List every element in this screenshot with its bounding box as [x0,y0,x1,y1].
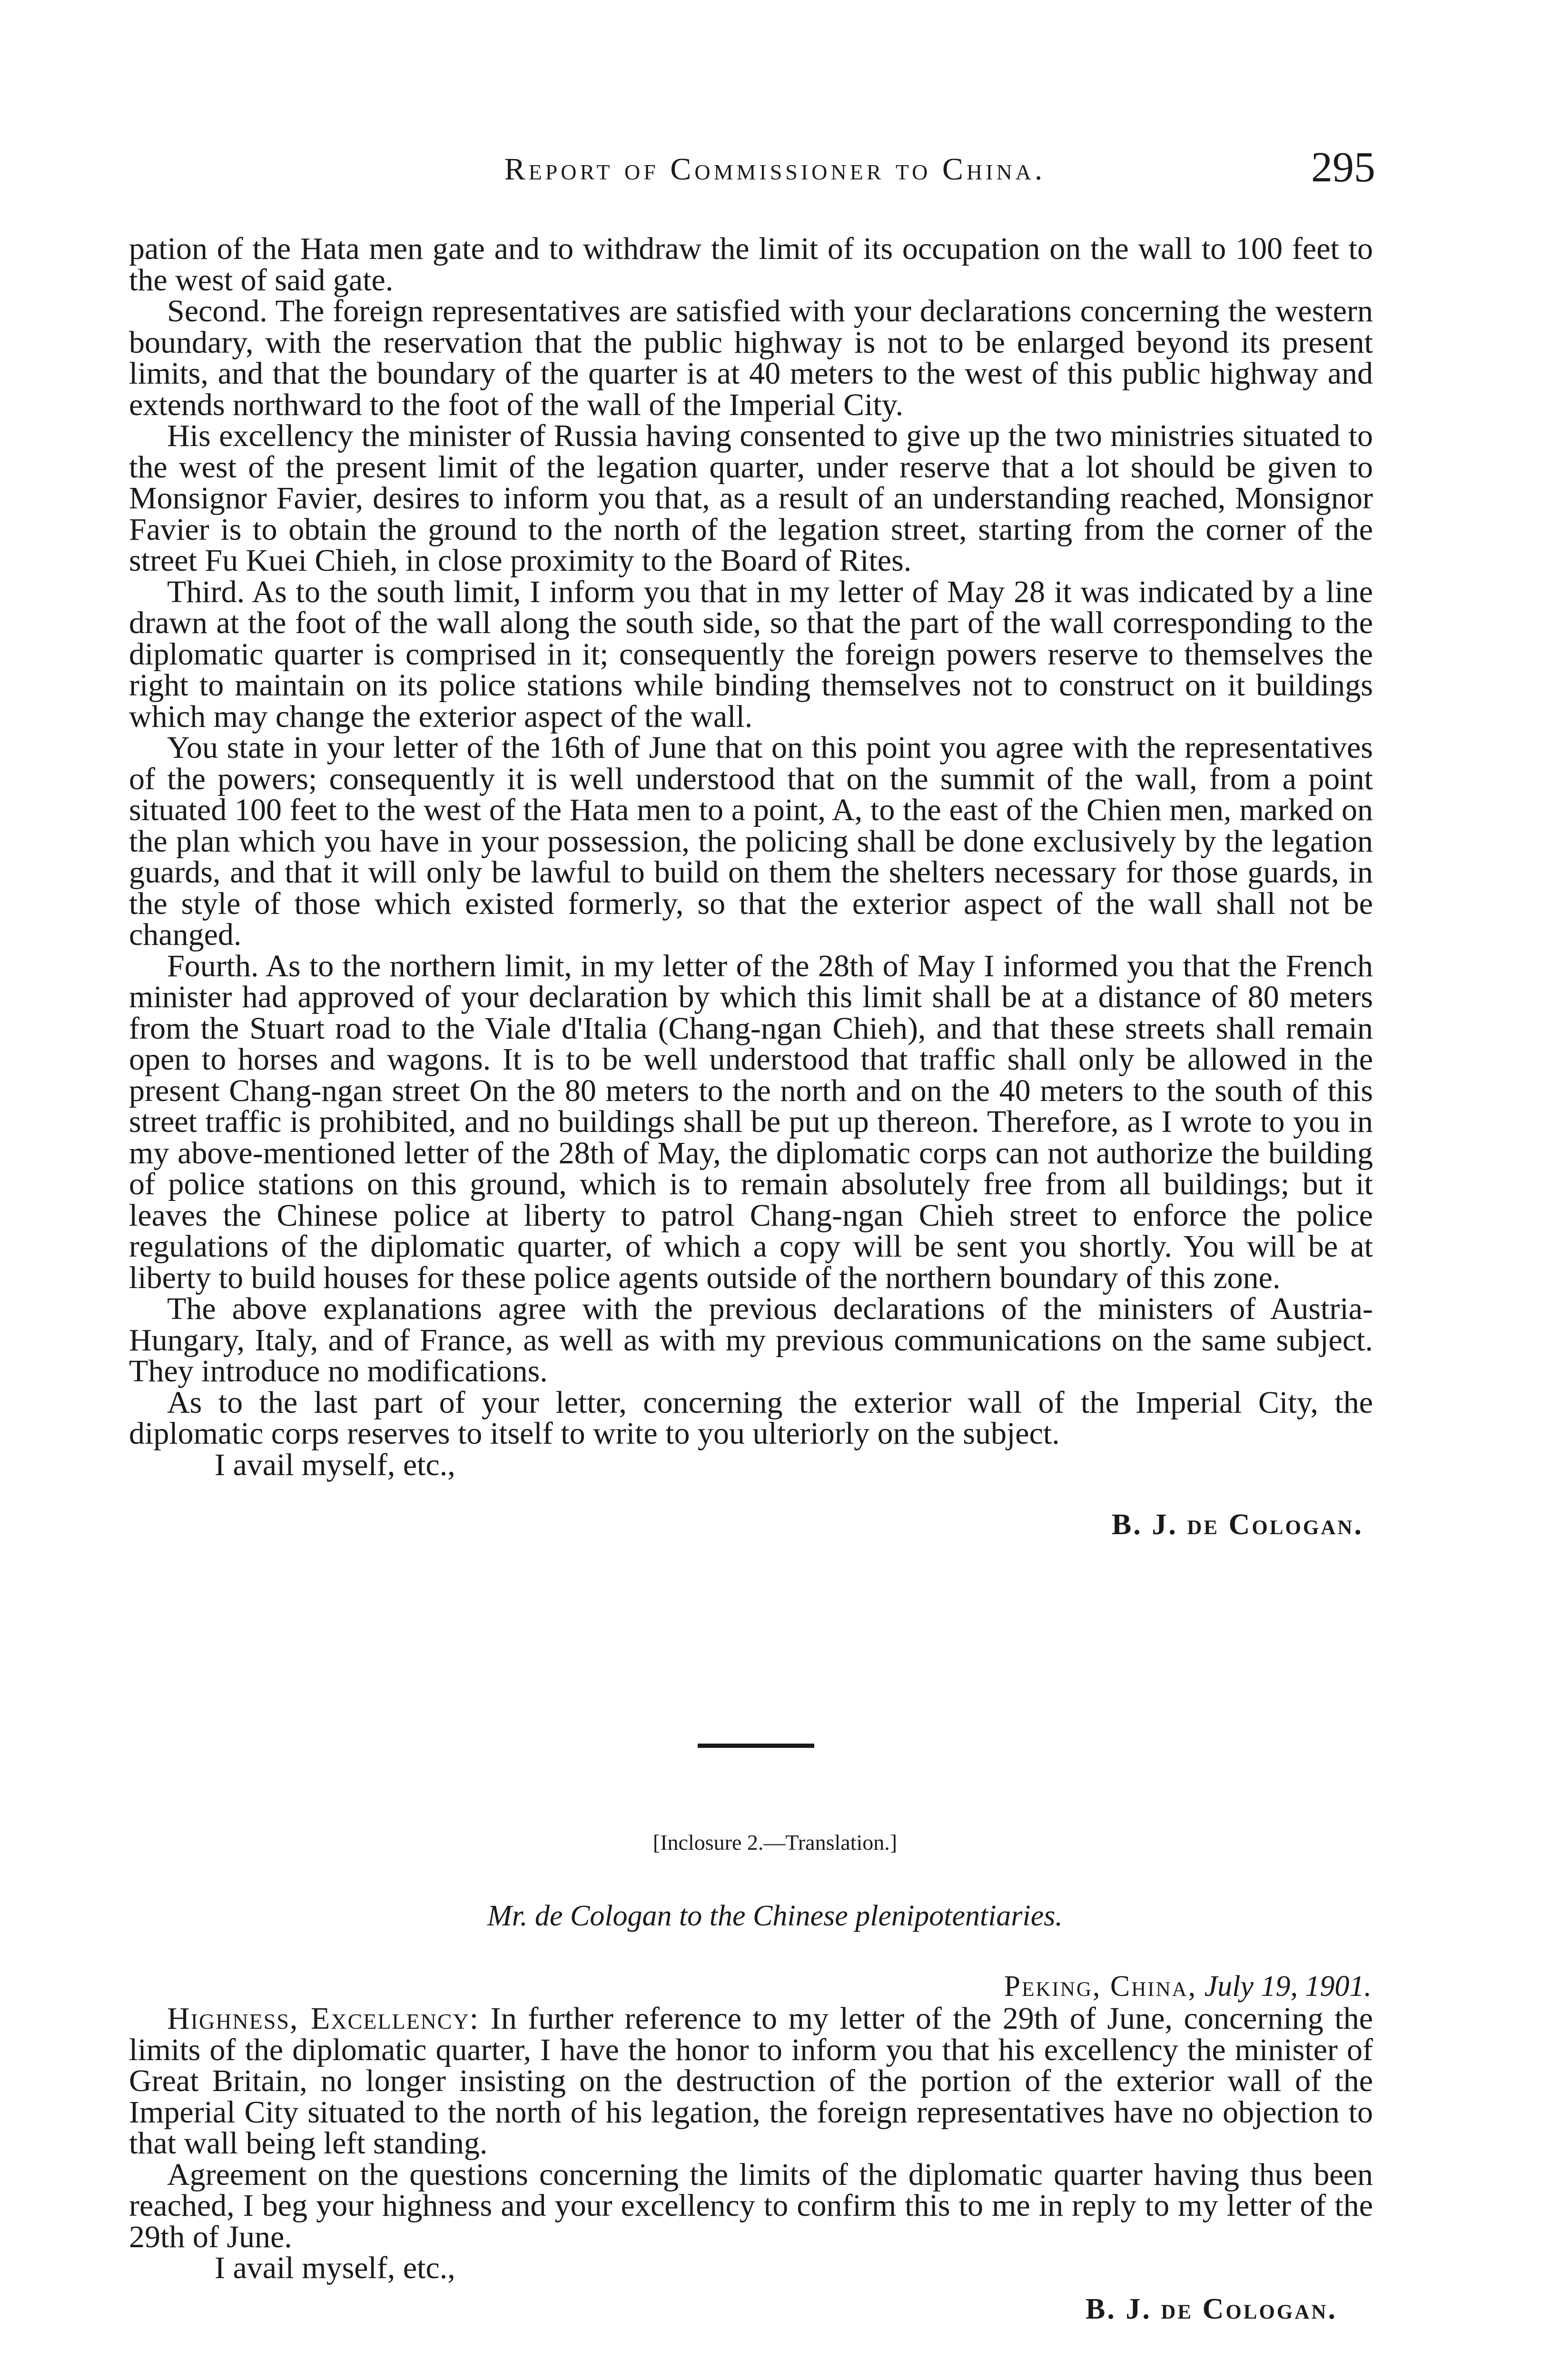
paragraph-fourth: Fourth. As to the northern limit, in my letter of the 28th of May I informed you that the French minister had approved of your declaration by which this limit shall be at a distance of 80 meters from the Stuart road to the Viale d'Italia (Chang-ngan Chieh), and that these streets shall remain open to horses and wagons. It is to be well understood that traffic shall only be allowed in the present Chang-ngan street On the 80 meters to the north and on the 40 meters to the south of this street traffic is prohibited, and no buildings shall be put up thereon. Therefore, as I wrote to you in my above-mentioned letter of the 28th of May, the diplomatic corps can not authorize the building of police stations on this ground, which is to remain absolutely free from all buildings; but it leaves the Chinese police at liberty to patrol Chang-ngan Chieh street to enforce the police regulations of the diplomatic quarter, of which a copy will be sent you shortly. You will be at liberty to build houses for these police agents outside of the northern boundary of this zone. [129,948,1373,1295]
paragraph-second: Second. The foreign representatives are satisfied with your declarations concerning the western boundary, with the reservation that the public highway is not to be enlarged beyond its present limits, and that the boundary of the quarter is at 40 meters to the west of this public highway and extends northward to the foot of the wall of the Imperial City. [129,294,1373,422]
letter-heading: Mr. de Cologan to the Chinese plenipotentiaries. [487,1900,1063,1932]
signoff: I avail myself, etc., [215,1447,455,1482]
paragraph-russia: His excellency the minister of Russia having consented to give up the two ministries situated to the west of the present limit of the legation quarter, under reserve that a lot should be given to Monsignor Favier, desires to inform you that, as a result of an understanding reached, Monsignor Favier is to obtain the ground to the north of the legation street, starting from the corner of the street Fu Kuei Chieh, in close proximity to the Board of Rites. [129,418,1373,578]
letter-body [129,233,1373,1540]
paragraph-salutation [129,2003,1373,2159]
paragraph-imperial-wall: As to the last part of your letter, concerning the exterior wall of the Imperial City, the diplomatic corps reserves to itself to write to you ulteriorly on the subject. [129,1385,1373,1451]
paragraph-continuation: pation of the Hata men gate and to withdraw the limit of its occupation on the wall to 100 feet to the west of said gate. [129,231,1373,298]
salutation: Highness, Excellency: [167,2001,480,2036]
paragraph-further-reference: In further reference to my letter of the 29th of June, concerning the limits of the diplomatic quarter, I have the honor to inform you that his excellency the minister of Great Britain, no longer insisting on the destruction of the portion of the exterior wall of the Imperial City situated to the north of his legation, the foreign representatives have no objection to that wall being left standing. [129,2001,1373,2161]
enclosure-signature: B. J. de Cologan. [1086,2292,1337,2325]
section-divider [698,1744,814,1748]
enclosure-label: [Inclosure 2.—Translation.] [652,1830,898,1854]
dateline-place: Peking, China, [1004,1970,1197,2003]
running-header-title: Report of Commissioner to China. [504,152,1046,187]
paragraph-agreement: Agreement on the questions concerning the limits of the diplomatic quarter having thus been reached, I beg your highness and your excellency to confirm this to me in reply to my letter of the 29th of June. [129,2157,1373,2254]
paragraph-third: Third. As to the south limit, I inform you that in my letter of May 28 it was indicated by a line drawn at the foot of the wall along the south side, so that the part of the wall corresponding to the diplomatic quarter is comprised in it; consequently the foreign powers reserve to themselves the right to maintain on its police stations while binding themselves not to construct on it buildings which may change the exterior aspect of the wall. [129,574,1373,734]
enclosure-signoff: I avail myself, etc., [215,2251,455,2285]
signature: B. J. de Cologan. [1112,1508,1363,1541]
paragraph-june-16: You state in your letter of the 16th of June that on this point you agree with the representatives of the powers; consequently it is well understood that on the summit of the wall, from a point situated 100 feet to the west of the Hata men to a point, A, to the east of the Chien men, marked on the plan which you have in your possession, the policing shall be done exclusively by the legation guards, and that it will only be lawful to build on them the shelters necessary for those guards, in the style of those which existed formerly, so that the exterior aspect of the wall shall not be changed. [129,730,1373,952]
dateline [1004,1970,1372,2003]
enclosure-letter-body [129,2003,1373,2325]
page-number: 295 [1311,144,1375,191]
dateline-date: July 19, 1901. [1204,1970,1372,2003]
paragraph-explanations: The above explanations agree with the previous declarations of the ministers of Austria-Hungary, Italy, and of France, as well as with my previous communications on the same subject. They introduce no modifications. [129,1291,1373,1388]
